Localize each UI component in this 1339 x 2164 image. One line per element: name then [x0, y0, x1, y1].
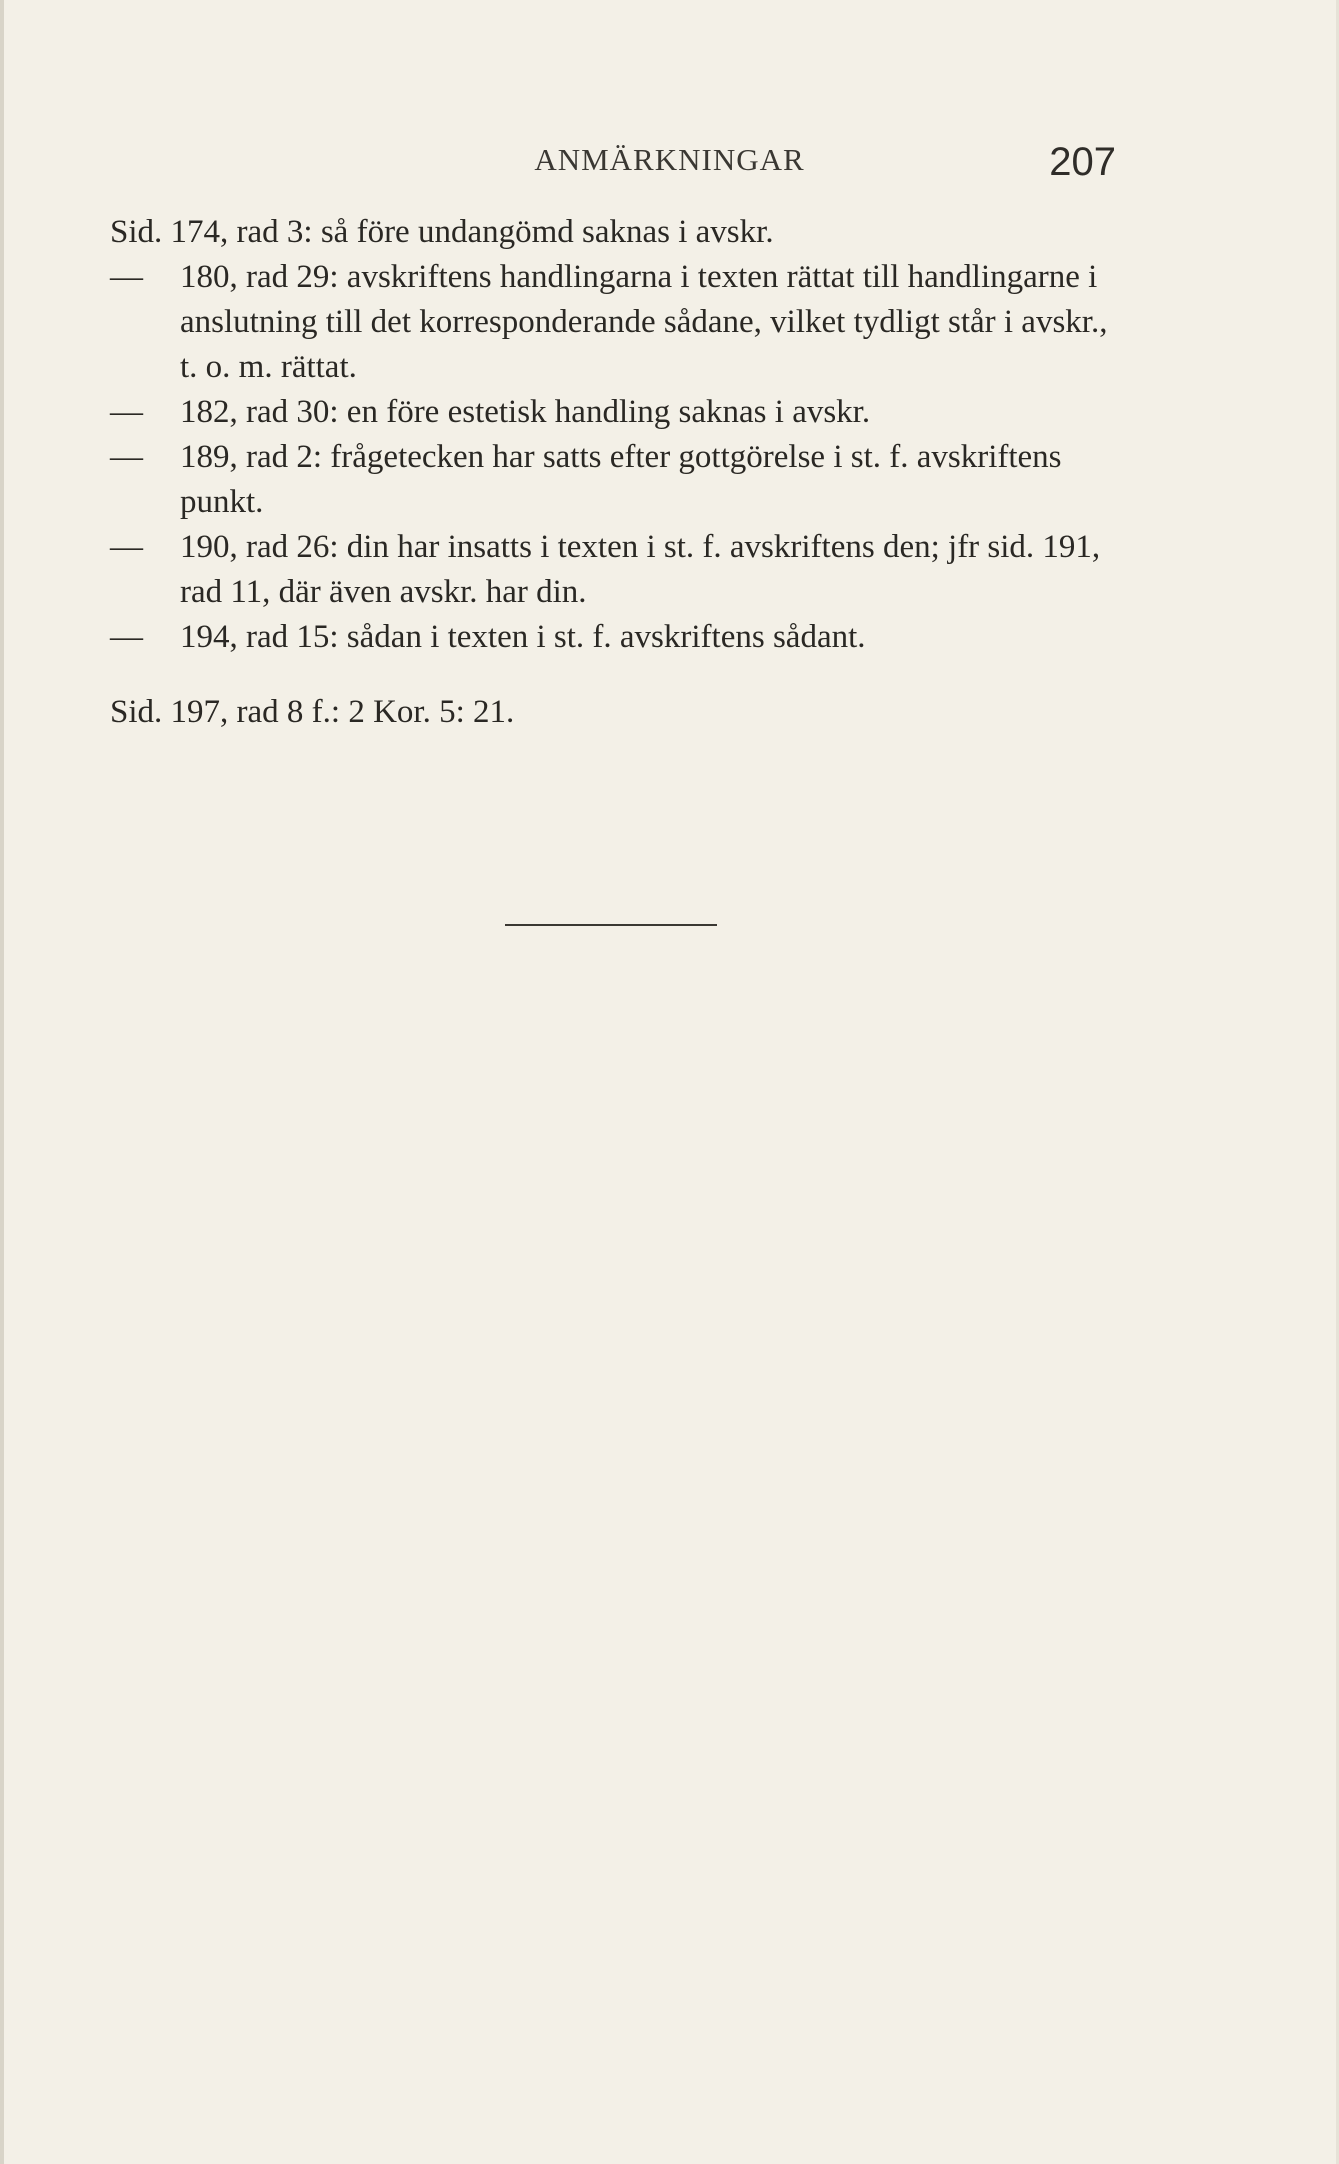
- note-dash: —: [110, 619, 143, 655]
- note-gap: [110, 660, 1120, 690]
- note-lead: Sid.: [110, 214, 163, 250]
- note-text: 194, rad 15: sådan i texten i st. f. avskriftens sådant.: [180, 619, 866, 655]
- note-dash: —: [110, 394, 143, 430]
- note-text: 190, rad 26: din har insatts i texten i st. f. avskriftens den; jfr sid. 191, rad 11, där även avskr. har din.: [180, 529, 1101, 610]
- note-lead: Sid.: [110, 694, 163, 730]
- note-entry: [110, 525, 1120, 615]
- note-text: 197, rad 8 f.: 2 Kor. 5: 21.: [170, 694, 515, 730]
- note-text: 189, rad 2: frågetecken har satts efter gottgörelse i st. f. avskriftens punkt.: [180, 439, 1062, 520]
- note-entry: [110, 615, 1120, 660]
- note-text: 180, rad 29: avskriftens handlingarna i texten rättat till handlingarne i anslutning till det korresponderande sådane, vilket tydligt står i avskr., t. o. m. rättat.: [180, 259, 1108, 385]
- page-number: 207: [1049, 140, 1116, 184]
- note-text: 174, rad 3: så före undangömd saknas i avskr.: [170, 214, 774, 250]
- note-entry: [110, 435, 1120, 525]
- note-text: 182, rad 30: en före estetisk handling saknas i avskr.: [180, 394, 871, 430]
- note-entry: [110, 210, 1120, 255]
- note-dash: —: [110, 439, 143, 475]
- notes-list: [110, 210, 1120, 735]
- note-entry: [110, 390, 1120, 435]
- running-head: ANMÄRKNINGAR: [534, 142, 805, 177]
- note-dash: —: [110, 259, 143, 295]
- final-note: [110, 690, 1120, 735]
- note-dash: —: [110, 529, 143, 565]
- closing-rule: [505, 924, 717, 926]
- note-entry: [110, 255, 1120, 390]
